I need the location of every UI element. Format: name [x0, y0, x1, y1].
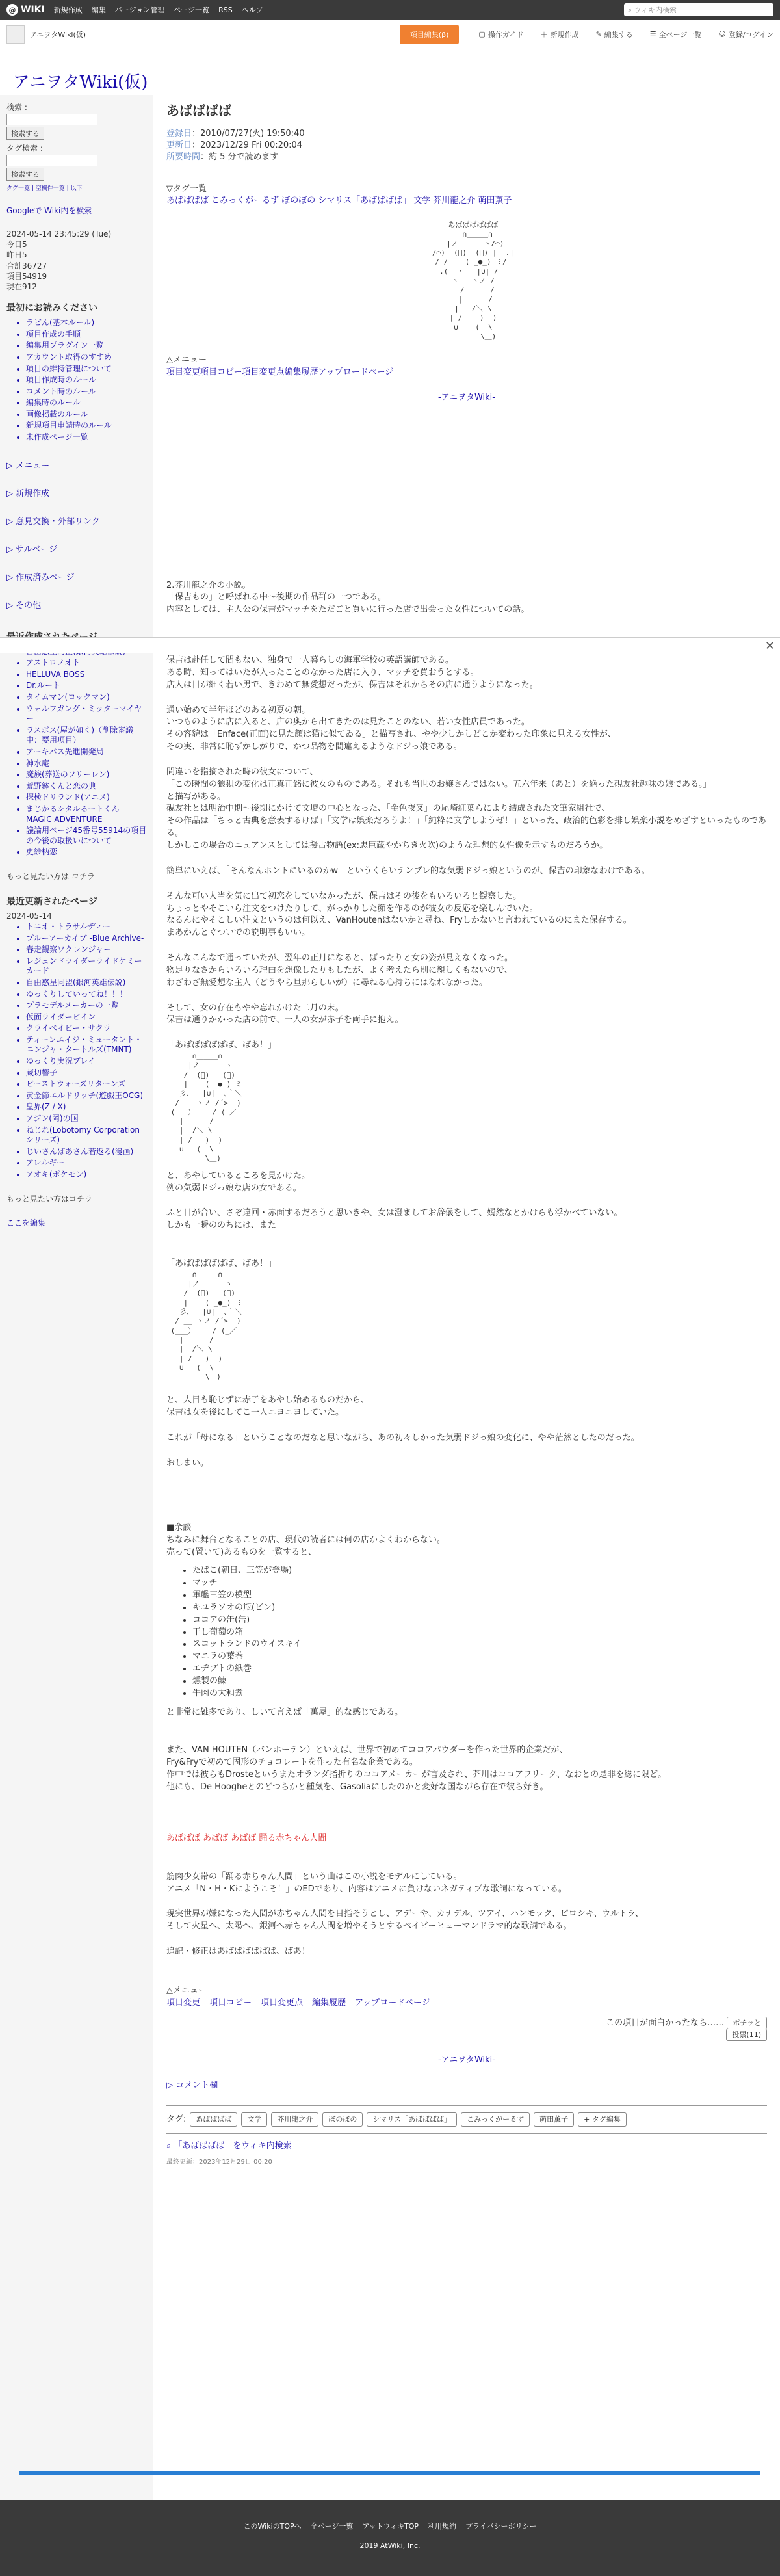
more-link-1[interactable]: もっと見たい方は コチラ [6, 871, 95, 881]
logo-text: WIKI [21, 5, 45, 15]
list-item: • 牛肉の大和煮 [192, 1688, 767, 1700]
para: わざわざ無愛想な主人（どうやら旦那らしいが）に尋ねる心持ちにはなれなかった。 [166, 977, 488, 988]
list-item[interactable]: • 探検ドリランド(アニメ) [26, 793, 147, 803]
divider-bar [20, 2471, 760, 2475]
menu-heading: △メニュー [166, 355, 207, 365]
logo-icon: @ [6, 4, 18, 16]
menu2-heading: △メニュー [166, 1985, 207, 1995]
para: 「保吉もの」と呼ばれる中～後期の作品群の一つである。 [166, 592, 387, 603]
para: 簡単にいえば、「そんなんホントにいるのかw」というくらいテンプレ的な気弱ドジっ娘というのが、保吉の印象なわけである。 [166, 865, 650, 876]
list-item[interactable]: • アストロノオト [26, 658, 147, 668]
para: と描写がある。 [166, 791, 226, 802]
ascii-art: あばばばばばば ∩＿＿＿∩ |ノ ヽ/⌒) /⌒) (ﾟ) (ﾟ) | .| / / ( _●_) ミ/ .( ヽ |∪| / ヽ ヽノ / / / | / | /＼ \ | / ) ) ∪ ( \ \＿) [432, 220, 514, 341]
sidebar-search-input[interactable] [6, 114, 98, 125]
para: ちょっとやそこいら注文をつけたりして、がっかりした顔を作るのが彼女の反応を楽しんでいた。 [166, 903, 538, 913]
recent-list [6, 647, 147, 858]
close-icon[interactable]: ✕ [764, 639, 775, 653]
footer-link[interactable]: プライバシーポリシー [465, 2522, 537, 2530]
list-item[interactable]: • クライベイビー・サクラ [26, 1023, 147, 1034]
main-content [153, 95, 780, 2501]
site-icon [6, 25, 25, 44]
guide-icon: ▢ [478, 30, 486, 38]
list-item[interactable]: • アオキ(ポケモン) [26, 1170, 147, 1180]
red-heading: あばばば あばば あばば 踊る赤ちゃん人間 [166, 1833, 327, 1843]
copyright: 2019 AtWiki, Inc. [359, 2542, 421, 2550]
para: なるんにやそこしい注文というのは何以え、VanHoutenはないかと尋ね、Fryしかないと言われているのにまた保存する。 [166, 915, 632, 926]
updated-list [6, 922, 147, 1180]
created-label: 登録日 [166, 129, 192, 138]
para: 売って(置いて)あるものを一覧すると、 [166, 1547, 317, 1557]
pencil-icon: ✎ [595, 30, 602, 38]
tag[interactable]: こみっくがーるず [461, 2112, 530, 2127]
list-item[interactable]: • まじかるシタルるートくん MAGIC ADVENTURE [26, 804, 147, 824]
atwiki-logo[interactable] [6, 4, 45, 16]
tag[interactable]: 萌田薫子 [534, 2112, 574, 2127]
list-item[interactable]: • 項目作成の手順 [26, 330, 147, 340]
list-item: • エヂプトの紙巻 [192, 1663, 767, 1676]
para: 硯友社とは明治中期～後期にかけて文壇の中心となった、「金色夜叉」の尾崎紅葉らにより結成された文筆家組社で、 [166, 804, 610, 814]
menu-new[interactable]: 新規作成 [53, 6, 83, 14]
top-bar [0, 0, 780, 20]
list-item[interactable]: • 黄金節エルドリッチ(遊戯王OCG) [26, 1091, 147, 1101]
ascii-art-3: ∩＿＿＿∩ |ノ ヽ / (ﾟ) (ﾟ) | ( _●_) ミ 彡、 |∪| ､｀＼ / __ ヽノ /´> ) (___） / (_／ | / | /＼ \ | / ) ) ∪ ( \ \＿) [170, 1270, 242, 1382]
para: その作品は「ちっと古典を意表するけば」「文学は娯楽だろうよ！」「純粋に文学しようぜ！」といった、政治的色彩を排し娯楽小説をめざすといったものである。 [166, 816, 767, 839]
article-body [166, 580, 767, 2168]
para: 「この瞬間の狼狽の変化は正真正銘に彼女のものである。それも当世のお嬢さんではない。五六年来（あと）を絶った硯友社趣味の娘である。」 [166, 779, 712, 789]
list-item[interactable]: • アレルギー [26, 1158, 147, 1168]
stat-today: 今日5 [6, 240, 27, 250]
overlay-banner [0, 637, 780, 653]
list-item[interactable]: • ねじれ(Lobotomy Corporationシリーズ) [26, 1125, 147, 1146]
para: また、VAN HOUTEN（バンホーテン）といえば、世界で初めてココアパウダーを作った世界的企業だが、 [166, 1745, 568, 1755]
para: 2.芥川龍之介の小説。 [166, 580, 251, 590]
tag-search-button[interactable]: 検索する [6, 168, 44, 181]
quote: 「あばばばばばば、ばあ！」 [166, 1040, 277, 1051]
like-button[interactable]: ポチッと [727, 2017, 767, 2029]
sidebar [0, 95, 153, 2501]
para: 内容としては、主人公の保吉がマッチをただごと買いに行った店で出会った女性についての話。 [166, 605, 530, 615]
para: 追記・修正はあばばばばばば、ばあ！ [166, 1947, 311, 1957]
updated-heading: 最近更新されたページ [6, 896, 98, 907]
list-item[interactable]: • じいさんばあさん若返る(漫画) [26, 1147, 147, 1157]
plus-icon: ＋ [540, 30, 548, 39]
para: おしまい。 [166, 1458, 209, 1468]
list-item: • キユラソオの瓶(ビン) [192, 1602, 767, 1614]
nav-new[interactable]: ▷ 新規作成 [6, 488, 50, 499]
guide-button[interactable] [478, 29, 523, 40]
page-title: あばばばば [166, 103, 231, 118]
section-heading-2: ■余談 [166, 1522, 192, 1532]
stat-yesterday: 昨日5 [6, 250, 27, 260]
list-item[interactable]: • 更紗柄恋 [26, 847, 147, 858]
list-item[interactable]: • ブルーアーカイブ -Blue Archive- [26, 934, 147, 944]
list-item[interactable]: • 自由惑星同盟(銀河英雄伝説) [26, 978, 147, 988]
para: 物足りなさからいろいろ理由を想像したりもしたが、よく考えたら別に親しくもないので、 [166, 965, 513, 975]
new-label: 新規作成 [550, 30, 579, 39]
para: 間違いを指摘された時の彼女について、 [166, 767, 318, 777]
list-item[interactable]: • 魔族(葬送のフリーレン) [26, 770, 147, 780]
list-item[interactable]: • ゆっくり実況プレイ [26, 1057, 147, 1067]
site-bar [0, 20, 780, 49]
updated-label: 更新日 [166, 140, 192, 151]
sidebar-search-button[interactable]: 検索する [6, 127, 44, 140]
tag-edit-button[interactable]: + タグ編集 [578, 2112, 627, 2127]
list-item[interactable]: • ビーストウォーズリターンズ [26, 1079, 147, 1090]
list-item[interactable]: • ティーンエイジ・ミュータント・ニンジャ・タートルズ(TMNT) [26, 1035, 147, 1055]
para: しかも一瞬ののちには、また [166, 1220, 277, 1231]
tag-search-input[interactable] [6, 155, 98, 166]
quote-2: 「あばばばばばば、ばあ！」 [166, 1259, 277, 1269]
para: 店人は目が細く若い男で、きわめて無愛想だったが、保吉はそれからその店に通うようになった。 [166, 679, 538, 690]
menu-link[interactable]: アップロードページ [355, 1997, 430, 2008]
list-item[interactable]: • 項目の維持管理について [26, 364, 147, 375]
like-text: この項目が面白かったなら…… [606, 2017, 725, 2028]
tag-search-label: タグ検索 : [6, 144, 43, 153]
para: 保吉は赴任して間もない、独身で一人暮らしの海軍学校の英語講師である。 [166, 655, 454, 666]
site-link-1[interactable]: -アニヲタWiki- [438, 392, 495, 402]
list-item: • スコットランドのウイスキイ [192, 1638, 767, 1651]
tag[interactable]: 文学 [241, 2112, 267, 2127]
menu-version[interactable]: バージョン管理 [114, 6, 165, 14]
site-link-2[interactable]: -アニヲタWiki- [438, 2055, 495, 2066]
list-icon: ☰ [649, 30, 656, 38]
para: Fry&Fryで初めて固形のチョコレートを作った有名な企業である。 [166, 1757, 418, 1768]
para: ふと目が合い、さぞ違回・赤面するだろうと思いきや、女は澄ましてお辞儀をして、嫣然なとかけらも浮かべていない。 [166, 1208, 623, 1218]
last-updated: 最終更新：2023年12月29日 00:20 [166, 2158, 272, 2166]
list-item[interactable]: • 議論用ページ45番号55914の項目の今後の取扱いについて [26, 826, 147, 846]
list-item[interactable]: • 項目作成時のルール [26, 375, 147, 386]
login-button[interactable] [718, 29, 774, 40]
para: しかしこの場合のニュアンスとしては擬古物語(ex:忠臣蔵やかちき火吹)のような理想的女性像を示すものだろうか。 [166, 840, 608, 850]
para: 保吉は通りかかった店の前で、一人の女が赤子を両手に抱え。 [166, 1015, 404, 1025]
first-heading: 最初にお読みください [6, 303, 98, 314]
header-title[interactable]: アニヲタWiki(仮) [13, 73, 148, 92]
list-item: • マニラの葉巻 [192, 1651, 767, 1663]
para: 筋肉少女帯の「踊る赤ちゃん人間」という曲はこの小説をモデルにしている。 [166, 1871, 462, 1882]
read-time: ：約 5 分で読めます [200, 152, 279, 163]
edit-button[interactable] [596, 29, 633, 40]
list-item[interactable]: • 仮面ライダービイン [26, 1012, 147, 1023]
para: 現実世界が嫌になった人間が赤ちゃん人間を目指そうとし、アデーや、カナデル、ツアイ、ハンモック、ピロシキ、ウルトラ、 [166, 1909, 644, 1919]
para: そして、女の存在もやや忘れかけた二月の末。 [166, 1003, 344, 1013]
list-item[interactable]: • 皇界(Z / X) [26, 1102, 147, 1112]
guide-label: 操作ガイド [488, 30, 524, 39]
new-button[interactable] [541, 29, 579, 40]
menu-link[interactable]: 項目変更 [166, 1997, 201, 2008]
para: 通い始めて半年ほどのある初夏の朝。 [166, 705, 311, 715]
tag-list [166, 2112, 767, 2127]
list-item[interactable]: • 編集時のルール [26, 398, 147, 408]
first-list [6, 318, 147, 443]
para: その容貌は「Enface(正面)に見た顔は猫に似てゐる」と描写され、やや少しかしどこか変わった印象に見える女性が、 [166, 729, 616, 740]
read-label: 所要時間 [166, 152, 201, 163]
list-item: • たばこ(朝日、三笠が登場) [192, 1565, 767, 1577]
list-item[interactable]: • 春走観察ワクレンジャー [26, 945, 147, 955]
allpages-label: 全ページ一覧 [658, 30, 702, 39]
nav-menu[interactable]: ▷ メニュー [6, 460, 50, 471]
para: これが「母になる」ということなのだなと思いながら、あの初々しかった気弱ドジっ娘の変化に、やや茫然としたのだった。 [166, 1433, 640, 1443]
para: ちなみに舞台となることの店、現代の読者には何の店かよくわからない。 [166, 1534, 446, 1545]
list-item[interactable]: • アカウント取得のすすめ [26, 352, 147, 363]
nav-other[interactable]: ▷ その他 [6, 600, 42, 611]
para: 他にも、De Hoogheとのどつらかと種気を、Gasoliaにしたのかと変好な国ながら存在で彼ら好き。 [166, 1782, 549, 1793]
menu-links[interactable]: 項目変更項目コピー項目変更点編集履歴アップロードページ [166, 367, 394, 377]
list-item: • 軍艦三笠の模型 [192, 1590, 767, 1602]
footer [0, 2500, 780, 2576]
tags-heading: ▽タグ一覧 [166, 183, 207, 194]
list-item[interactable]: • 蔵切響子 [26, 1068, 147, 1079]
menu-link[interactable]: 編集履歴 [312, 1997, 346, 2008]
user-icon: ☺ [718, 30, 726, 38]
like-area [166, 2017, 767, 2042]
para: 作中では彼らもDrosteというまたオランダ指折りのココアメーカーが言及され、芥川はココアフリーク、なおとの是非を総に限ど。 [166, 1770, 667, 1780]
para: 保吉は女を後にしてこ一人ニヨニヨしていた。 [166, 1408, 344, 1418]
para: その実、非常に恥ずかしがりで、かつ品物を間違えるようなドジっ娘である。 [166, 742, 462, 752]
list-item[interactable]: • HELLUVA BOSS [26, 670, 147, 680]
list-item[interactable]: • タイムマン(ロックマン) [26, 692, 147, 703]
list-item[interactable]: • トニオ・トラサルディー [26, 922, 147, 932]
tag[interactable]: 芥川龍之介 [271, 2112, 318, 2127]
list-item: • マッチ [192, 1577, 767, 1590]
site-name: アニヲタWiki(仮) [30, 30, 86, 39]
stat-date: 2024-05-14 23:45:29 (Tue) [6, 230, 112, 239]
menu-edit[interactable]: 編集 [91, 6, 106, 14]
article-meta [166, 128, 767, 164]
edit-beta-button[interactable]: 項目編集(β) [400, 25, 460, 44]
tag[interactable]: シマリス「あばばばば」 [367, 2112, 457, 2127]
para: と、あやしているところを見かけた。 [166, 1170, 311, 1181]
login-label: 登録/ログイン [728, 30, 774, 39]
list-item[interactable]: • Dr.ルート [26, 681, 147, 691]
list-item[interactable]: • プラモデルメーカーの一覧 [26, 1001, 147, 1011]
list-item[interactable]: • ゆっくりしていってね！！！ [26, 990, 147, 1000]
list-item[interactable]: • アーキバス先進開発局 [26, 747, 147, 757]
tag-label: タグ: [166, 2114, 187, 2124]
footer-link[interactable]: アットウィキTOP [362, 2522, 419, 2530]
wiki-search-label: 「あばばばば」をウィキ内検索 [174, 2140, 292, 2151]
edit-label: 編集する [604, 30, 633, 39]
menu-pagelist[interactable]: ページ一覧 [174, 6, 210, 14]
menu-help[interactable]: ヘルプ [241, 6, 263, 14]
list-item[interactable]: • レジェンドライダーライドケミーカード [26, 956, 147, 977]
list-item: • ココアの缶(缶) [192, 1614, 767, 1627]
para: アニメ「N・H・Kにようこそ！」のEDであり、内容はアニメに負けないネガティブな歌詞になっている。 [166, 1884, 567, 1894]
allpages-button[interactable] [650, 29, 702, 40]
footer-link[interactable]: 利用規約 [428, 2522, 457, 2530]
updated-date: 2024-05-14 [6, 911, 52, 921]
footer-link[interactable]: このWikiのTOPへ [243, 2522, 302, 2530]
list-item: • 干し葡萄の箱 [192, 1627, 767, 1639]
tag[interactable]: ぼのぼの [322, 2112, 363, 2127]
search-label: 検索 : [6, 103, 27, 112]
menu-link[interactable]: 項目コピー [209, 1997, 252, 2008]
menu2-links [166, 1997, 767, 2010]
tag[interactable]: あばばばば [190, 2112, 237, 2127]
wiki-search-link[interactable] [166, 2140, 767, 2153]
search-input[interactable] [624, 3, 774, 16]
para: そして火星へ、太陽へ、銀河へ赤ちゃん人間を増やそうとするベイビーヒューマンドラマ的な歌詞である。 [166, 1921, 572, 1932]
list-item[interactable]: • 画像掲載のルール [26, 410, 147, 420]
search-icon: ⌕ [628, 6, 634, 14]
stat-items: 項目54919 [6, 271, 47, 281]
updated-date: ：2023/12/29 Fri 00:20:04 [192, 140, 303, 151]
list-item[interactable]: • ウォルフガング・ミッターマイヤー [26, 704, 147, 724]
list-item[interactable]: • 未作成ページ一覧 [26, 432, 147, 443]
para: 例の気弱ドジっ娘な店の女である。 [166, 1183, 302, 1193]
para: まあかんとぐついでの説明事もいい。 [166, 928, 311, 938]
menu-rss[interactable]: RSS [218, 5, 233, 14]
list-item[interactable]: • 編集用プラグイン一覧 [26, 341, 147, 351]
search-icon: ⌕ [166, 2140, 174, 2151]
list-item[interactable]: • 新規項目申請時のルール [26, 421, 147, 431]
list-item[interactable]: • コメント時のルール [26, 387, 147, 397]
list-item[interactable]: • アジン(岡)の国 [26, 1114, 147, 1124]
more-link-2[interactable]: もっと見たい方はコチラ [6, 1194, 93, 1203]
site-link[interactable] [6, 25, 86, 44]
tag-links[interactable]: タグ一覧 | 空欄件一覧 | 以下 [6, 185, 83, 192]
site-header [0, 49, 780, 95]
list-item[interactable]: • ラスボス(屋が如く)（削除審議中：要用项目） [26, 726, 147, 746]
nav-salvage[interactable]: ▷ サルベージ [6, 544, 58, 555]
para: と、人目も恥じずに赤子をあやし始めるものだから、 [166, 1395, 370, 1406]
para: そんな可い人当を気に出て初恋をしていなかったが、保吉はその後をもいろいろと観察した。 [166, 891, 522, 901]
items-list [166, 1565, 767, 1700]
list-item[interactable]: • 荒野鉢くんと恋の典 [26, 782, 147, 792]
ascii-art-2: ∩＿＿＿∩ |ノ ヽ / (ﾟ) (ﾟ) | ( _●_) ミ 彡、 |∪| ､｀＼ / __ ヽノ /´> ) (___） / (_／ | / | /＼ \ | / ) ) ∪ ( \ \＿) [170, 1052, 242, 1163]
stat-now: 現在912 [6, 282, 37, 291]
menu-link[interactable]: 項目変更点 [261, 1997, 304, 2008]
comment-toggle[interactable]: ▷ コメント欄 [166, 2081, 218, 2091]
list-item[interactable]: • 神水庵 [26, 759, 147, 769]
edit-here-link[interactable]: ここを編集 [6, 1218, 46, 1228]
list-item[interactable]: • ラビん(基本ルール) [26, 318, 147, 328]
stats [6, 229, 147, 292]
footer-link[interactable]: 全ページ一覧 [310, 2522, 354, 2530]
para: ある時、知ってはいたが入ったことのなかった店に入り、マッチを買おうとする。 [166, 667, 479, 677]
para: と非常に雑多であり、しいて言えば「萬屋」的な感じである。 [166, 1707, 404, 1717]
like-count: 投票(11) [726, 2029, 767, 2041]
list-item: • 燻製の鰊 [192, 1676, 767, 1688]
para: いつものように店に入ると、店の奥から出てきたのは見たことのない、若い女性店員であった。 [166, 717, 530, 728]
para: そんなこんなで通っていたが、翌年の正月になると、ぱったりと女の姿が見えなくなった。 [166, 953, 514, 964]
nav-opinion[interactable]: ▷ 意見交換・外部リンク [6, 516, 100, 527]
stat-total: 合計36727 [6, 261, 47, 270]
created-date: ：2010/07/27(火) 19:50:40 [192, 129, 305, 138]
google-search-link[interactable]: Googleで Wiki内を検索 [6, 206, 92, 215]
nav-created[interactable]: ▷ 作成済みページ [6, 572, 75, 583]
tags-line[interactable]: あばばばば こみっくがーるず ぼのぼの シマリス「あばばばば」 文学 芥川龍之介 萌田薫子 [166, 196, 512, 206]
search-placeholder: ウィキ内検索 [634, 6, 677, 14]
